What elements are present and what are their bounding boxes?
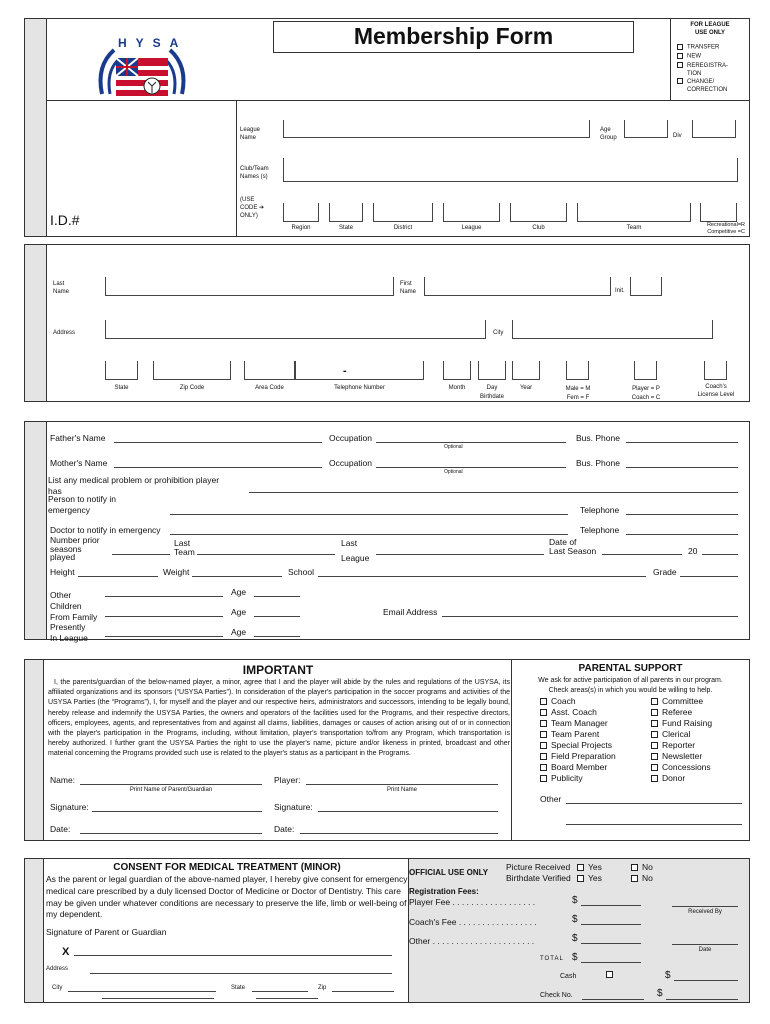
parent-signature-label: Signature: [50, 802, 89, 812]
mothers-name-field[interactable] [114, 456, 322, 468]
picture-received-no[interactable]: No [631, 862, 653, 872]
player-date-label: Date: [274, 824, 295, 834]
player-fee-field[interactable] [581, 894, 641, 906]
team-code-label: Team [626, 225, 642, 231]
coach-fee-field[interactable] [581, 913, 641, 925]
zip-label: Zip Code [179, 385, 205, 391]
player-name-field[interactable] [306, 773, 498, 785]
picture-yes-checkbox[interactable] [577, 864, 584, 871]
important-body: I, the parents/guardian of the below-named player, a minor, agree that I and the player will abide by the rules and regulations of the USYSA, its affiliated organizations and its sponsors (“USYSA Parties”). In consideration of the player's participation in the soccer programs and activities of the USYSA Parties (the “Programs”), I, for myself and the player and our respective heirs, administrators and successors, intending to be legally bound, hereby release and indemnify the USYSA Parties, the owners and operators of the facilities used for the Programs, and their respective directors, officers, employees, agents, and representatives from and against all claims, liabilities, damages or causes of action arising out of or in connection with the player's participation in the Programs, including, without limitation, player's transportation to/from any Program, which transportation is hereby authorized. I further grant the USYSA Parties the right to use the player's name, picture and/or likeness in printed, broadcast and other material concerning the Programs provided such use is related to the player's status as a participant in the Programs. [48, 679, 510, 758]
club-team-field[interactable] [283, 158, 738, 182]
child-2-age-label: Age [231, 607, 247, 617]
support-fund-raising[interactable]: Fund Raising [651, 718, 712, 728]
important-heading: IMPORTANT [242, 663, 314, 677]
support-referee[interactable]: Referee [651, 707, 692, 717]
email-label: Email Address [383, 607, 438, 617]
club-code-label: Club [532, 225, 545, 231]
coach-fee-label: Coach's Fee . . . . . . . . . . . . . . . . . [409, 917, 537, 927]
consent-heading: CONSENT FOR MEDICAL TREATMENT (MINOR) [113, 862, 341, 873]
official-date-field[interactable] [672, 934, 738, 945]
fund-raising-checkbox[interactable] [651, 720, 658, 727]
init-field[interactable] [630, 277, 662, 296]
team-code-field[interactable] [577, 203, 691, 222]
board-member-checkbox[interactable] [540, 764, 547, 771]
consent-extra-field[interactable] [102, 993, 214, 999]
check-no-label: Check No. [540, 992, 573, 999]
cash-amount-field[interactable] [674, 970, 738, 981]
support-coach[interactable]: Coach [540, 696, 576, 706]
telephone-number-label: Telephone Number [334, 385, 385, 391]
league-use-heading: FOR LEAGUE USE ONLY [690, 22, 730, 36]
father-occupation-label: Occupation [329, 433, 372, 443]
cash-label: Cash [560, 973, 577, 980]
consent-state-label: State [231, 985, 246, 991]
year-suffix-field[interactable] [702, 543, 738, 555]
birthdate-yes-checkbox[interactable] [577, 875, 584, 882]
weight-field[interactable] [192, 565, 282, 577]
check-no-field[interactable] [582, 989, 644, 1000]
total-dollar: $ [572, 952, 578, 963]
month-label: Month [448, 385, 466, 391]
state-field[interactable] [105, 361, 138, 380]
emergency-telephone-field[interactable] [626, 503, 738, 515]
support-newsletter[interactable]: Newsletter [651, 751, 702, 761]
mother-occupation-field[interactable] [376, 456, 566, 468]
header-gray-strip [25, 19, 47, 236]
district-code-field[interactable] [373, 203, 433, 222]
region-code-field[interactable] [283, 203, 319, 222]
support-committee[interactable]: Committee [651, 696, 703, 706]
official-use-heading: OFFICIAL USE ONLY [409, 868, 489, 877]
player-fee-label: Player Fee . . . . . . . . . . . . . . . . . . [409, 897, 536, 907]
consent-body: As the parent or legal guardian of the above-named player, I hereby give consent for emergency medical care prescribed by a duly licensed Doctor of Medicine or Doctor of Dentistry. This care may be given under whatever conditions are necessary to preserve the life, limb or well-being of my dependent. [46, 874, 408, 920]
mother-bus-phone-label: Bus. Phone [576, 458, 620, 468]
child-1-name-field[interactable] [105, 585, 223, 597]
check-dollar: $ [657, 988, 663, 999]
league-name-label: League Name [240, 127, 261, 141]
coach-checkbox[interactable] [540, 698, 547, 705]
gender-label: Male = M Fem = F [565, 386, 591, 401]
page-title: Membership Form [353, 23, 554, 49]
transfer-checkbox[interactable] [677, 44, 683, 50]
year-prefix-label: 20 [688, 546, 698, 556]
birthdate-label: Birthdate [479, 394, 504, 400]
first-name-field[interactable] [424, 277, 611, 296]
license-label: Coach's License Level [697, 384, 735, 398]
publicity-checkbox[interactable] [540, 775, 547, 782]
support-asst-coach[interactable]: Asst. Coach [540, 707, 597, 717]
parental-support-intro: We ask for active participation of all parents in our program. Check areas(s) in which you would be willing to help. [538, 677, 723, 694]
consent-address-field[interactable] [90, 962, 392, 974]
height-field[interactable] [78, 565, 158, 577]
child-1-age-label: Age [231, 587, 247, 597]
weight-label: Weight [163, 567, 190, 577]
newsletter-checkbox[interactable] [651, 753, 658, 760]
birthdate-verified-no[interactable]: No [631, 873, 653, 883]
rec-comp-label: Recreational=R Competitive =C [706, 222, 745, 235]
picture-no-checkbox[interactable] [631, 864, 638, 871]
last-league-field[interactable] [376, 543, 544, 555]
parental-support-heading: PARENTAL SUPPORT [578, 663, 683, 674]
league-name-field[interactable] [283, 120, 590, 138]
player-signature-field[interactable] [318, 800, 498, 812]
fathers-name-label: Father's Name [50, 433, 106, 443]
consent-extra-field-2[interactable] [256, 993, 318, 999]
support-other-field-2[interactable] [566, 813, 742, 825]
id-label: I.D.# [50, 212, 80, 228]
father-occupation-field[interactable] [376, 431, 566, 443]
support-concessions[interactable]: Concessions [651, 762, 711, 772]
prior-seasons-label: Number prior seasons played [50, 535, 100, 562]
year-field[interactable] [512, 361, 540, 380]
parent-signature-field[interactable] [92, 800, 262, 812]
concessions-checkbox[interactable] [651, 764, 658, 771]
zip-code-field[interactable] [153, 361, 231, 380]
child-1-age-field[interactable] [254, 585, 300, 597]
consent-city-field[interactable] [68, 980, 216, 992]
league-use-option-reregistration[interactable]: REREGISTRA- TION [677, 62, 728, 78]
father-bus-phone-label: Bus. Phone [576, 433, 620, 443]
prior-seasons-field[interactable] [112, 543, 170, 555]
phone-dash: - [343, 365, 347, 377]
child-3-age-field[interactable] [254, 625, 300, 637]
consent-gray-strip [25, 859, 44, 1002]
div-label: Div [673, 133, 682, 139]
support-board-member[interactable]: Board Member [540, 762, 607, 772]
registration-fees-label: Registration Fees: [409, 887, 479, 896]
last-team-label: Last Team [174, 538, 195, 557]
support-special-projects[interactable]: Special Projects [540, 740, 612, 750]
support-field-preparation[interactable]: Field Preparation [540, 751, 616, 761]
mother-bus-phone-field[interactable] [626, 456, 738, 468]
address-field[interactable] [105, 320, 486, 339]
parent-name-label: Name: [50, 775, 76, 785]
special-projects-checkbox[interactable] [540, 742, 547, 749]
other-fee-dollar: $ [572, 933, 578, 944]
team-parent-checkbox[interactable] [540, 731, 547, 738]
reporter-checkbox[interactable] [651, 742, 658, 749]
player-gray-strip [25, 245, 47, 401]
init-label: Init. [615, 288, 625, 294]
player-fee-dollar: $ [572, 895, 578, 906]
support-team-parent[interactable]: Team Parent [540, 729, 599, 739]
important-gray-strip [25, 660, 44, 840]
doctor-telephone-field[interactable] [626, 523, 738, 535]
last-name-label: Last Name [53, 281, 70, 295]
day-label: Day [486, 385, 498, 391]
consent-signature-field[interactable] [74, 944, 392, 956]
total-label: TOTAL [540, 956, 564, 962]
email-field[interactable] [442, 605, 738, 617]
support-reporter[interactable]: Reporter [651, 740, 695, 750]
picture-received-yes[interactable]: Yes [577, 862, 602, 872]
team-manager-checkbox[interactable] [540, 720, 547, 727]
check-amount-field[interactable] [666, 989, 738, 1000]
mother-occupation-label: Occupation [329, 458, 372, 468]
header-divider [47, 100, 749, 101]
parent-date-label: Date: [50, 824, 71, 834]
birthdate-verified-yes[interactable]: Yes [577, 873, 602, 883]
support-other-label: Other [540, 794, 562, 804]
child-3-age-label: Age [231, 627, 247, 637]
birthdate-no-checkbox[interactable] [631, 875, 638, 882]
logo-text: HYSA [118, 36, 188, 50]
region-label: Region [291, 225, 311, 231]
last-name-field[interactable] [105, 277, 394, 296]
league-code-label: League [461, 225, 482, 231]
fathers-name-field[interactable] [114, 431, 322, 443]
club-code-field[interactable] [510, 203, 567, 222]
last-season-date-field[interactable] [602, 543, 682, 555]
day-field[interactable] [478, 361, 506, 380]
state-code-label: State [338, 225, 353, 231]
state-code-field[interactable] [329, 203, 363, 222]
support-clerical[interactable]: Clerical [651, 729, 690, 739]
emergency-telephone-label: Telephone [580, 505, 620, 515]
league-use-option-new[interactable]: NEW [677, 53, 701, 60]
league-use-option-transfer[interactable]: TRANSFER [677, 44, 719, 51]
consent-zip-field[interactable] [332, 980, 394, 992]
city-label: City [493, 330, 504, 336]
grade-label: Grade [653, 567, 677, 577]
print-parent-label: Print Name of Parent/Guardian [129, 787, 213, 793]
club-team-label: Club/Team Names (s) [240, 166, 269, 180]
area-code-field[interactable] [244, 361, 295, 380]
grade-field[interactable] [680, 565, 738, 577]
child-2-name-field[interactable] [105, 605, 223, 617]
change-checkbox[interactable] [677, 78, 683, 84]
support-team-manager[interactable]: Team Manager [540, 718, 608, 728]
consent-city-label: City [52, 985, 63, 991]
reregistration-checkbox[interactable] [677, 62, 683, 68]
parent-date-field[interactable] [80, 822, 262, 834]
emergency-person-label: Person to notify in emergency [48, 494, 117, 515]
city-field[interactable] [512, 320, 713, 339]
player-date-field[interactable] [300, 822, 498, 834]
school-label: School [288, 567, 314, 577]
cash-checkbox[interactable] [606, 971, 613, 978]
rec-comp-field[interactable] [700, 203, 737, 222]
cash-dollar: $ [665, 970, 671, 981]
medical-problem-label: List any medical problem or prohibition player has [48, 475, 220, 496]
other-children-label: Other Children From Family Presently In League [50, 590, 98, 644]
area-code-label: Area Code [255, 385, 284, 391]
other-fee-field[interactable] [581, 932, 641, 944]
last-league-label: Last League [341, 538, 370, 563]
address-label: Address [53, 330, 76, 336]
father-optional-label: Optional [444, 444, 463, 450]
received-by-field[interactable] [672, 896, 738, 907]
age-group-label: Age Group [600, 127, 617, 141]
mother-optional-label: Optional [444, 469, 463, 475]
last-team-field[interactable] [197, 543, 335, 555]
family-gray-strip [25, 422, 47, 639]
doctor-field[interactable] [170, 523, 568, 535]
player-signature-label: Signature: [274, 802, 313, 812]
doctor-label: Doctor to notify in emergency [50, 525, 161, 535]
consent-x-mark: X [62, 946, 70, 958]
mothers-name-label: Mother's Name [50, 458, 108, 468]
div-field[interactable] [692, 120, 736, 138]
other-fee-label: Other . . . . . . . . . . . . . . . . . . . . . . [409, 936, 535, 946]
support-other-field-1[interactable] [566, 792, 742, 804]
picture-received-label: Picture Received [506, 862, 571, 872]
doctor-telephone-label: Telephone [580, 525, 620, 535]
donor-checkbox[interactable] [651, 775, 658, 782]
state-label: State [114, 385, 129, 391]
field-preparation-checkbox[interactable] [540, 753, 547, 760]
total-field[interactable] [581, 951, 641, 963]
child-3-name-field[interactable] [105, 625, 223, 637]
committee-checkbox[interactable] [651, 698, 658, 705]
print-player-label: Print Name [386, 787, 417, 793]
year-label: Year [519, 385, 533, 391]
consent-state-field[interactable] [252, 980, 308, 992]
consent-address-label: Address [46, 966, 69, 972]
father-bus-phone-field[interactable] [626, 431, 738, 443]
emergency-person-field[interactable] [170, 503, 568, 515]
parent-name-field[interactable] [80, 773, 262, 785]
role-label: Player = P Coach = C [631, 386, 661, 401]
telephone-field[interactable] [295, 361, 424, 380]
consent-zip-label: Zip [318, 985, 327, 991]
league-use-option-change[interactable]: CHANGE/ CORRECTION [677, 78, 727, 92]
child-2-age-field[interactable] [254, 605, 300, 617]
district-label: District [393, 225, 413, 231]
player-name-label: Player: [274, 775, 301, 785]
role-field[interactable] [634, 361, 657, 380]
school-field[interactable] [318, 565, 646, 577]
referee-checkbox[interactable] [651, 709, 658, 716]
first-name-label: First Name [400, 281, 417, 295]
received-by-label: Received By [688, 909, 722, 915]
support-publicity[interactable]: Publicity [540, 773, 583, 783]
birthdate-verified-label: Birthdate Verified [506, 873, 571, 883]
official-date-label: Date [698, 947, 712, 953]
consent-signature-label: Signature of Parent or Guardian [46, 927, 167, 937]
last-season-date-label: Date of Last Season [549, 537, 597, 556]
clerical-checkbox[interactable] [651, 731, 658, 738]
use-code-label: (USE CODE ➔ ONLY) [240, 197, 265, 219]
asst-coach-checkbox[interactable] [540, 709, 547, 716]
gender-field[interactable] [566, 361, 589, 380]
medical-problem-field[interactable] [249, 481, 738, 493]
league-code-field[interactable] [443, 203, 500, 222]
coach-fee-dollar: $ [572, 914, 578, 925]
height-label: Height [50, 567, 75, 577]
league-use-divider [670, 18, 671, 100]
league-column-divider [236, 100, 237, 236]
new-checkbox[interactable] [677, 53, 683, 59]
support-donor[interactable]: Donor [651, 773, 685, 783]
month-field[interactable] [443, 361, 471, 380]
age-group-field[interactable] [624, 120, 668, 138]
license-field[interactable] [704, 361, 727, 380]
